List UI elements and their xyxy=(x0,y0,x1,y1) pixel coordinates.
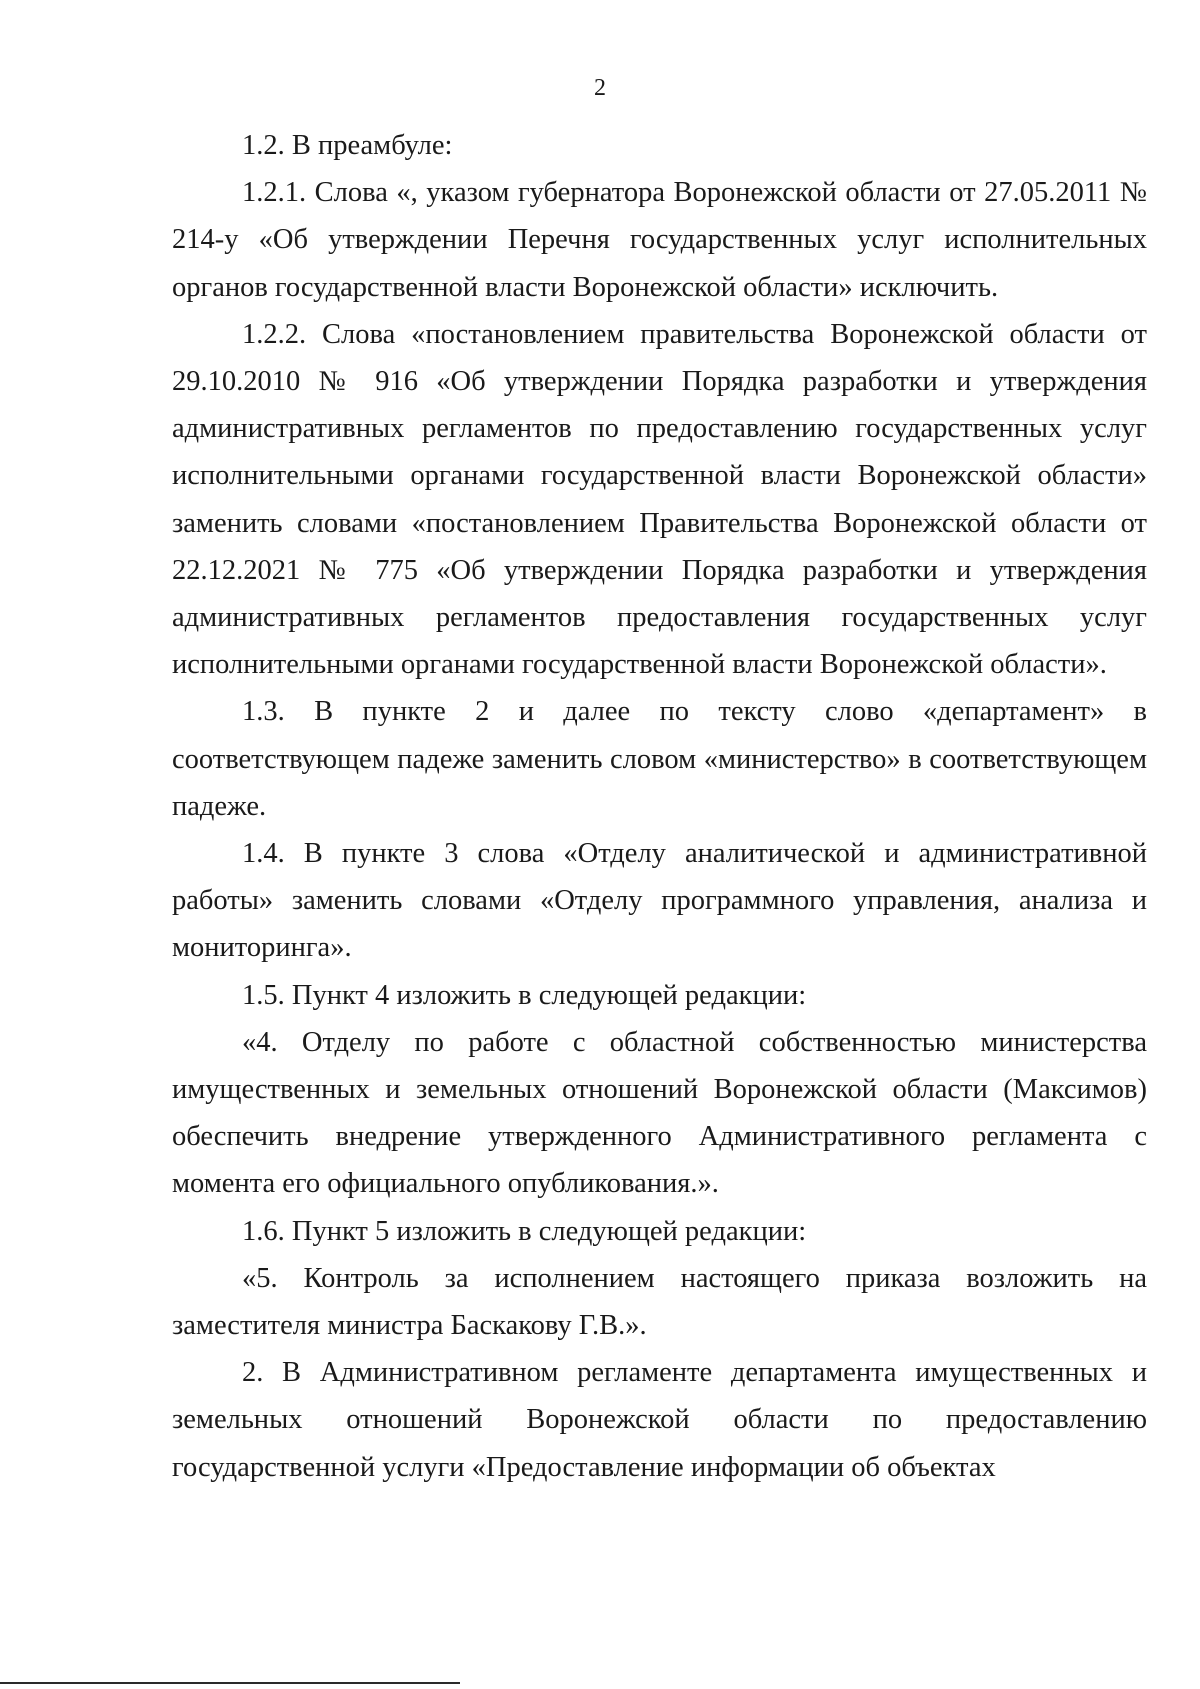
document-body xyxy=(172,122,1147,1491)
scan-edge-line xyxy=(0,1682,460,1684)
paragraph-1-5: 1.5. Пункт 4 изложить в следующей редакции: xyxy=(242,979,807,1011)
paragraph-1-6-text: «5. Контроль за исполнением настоящего приказа возложить на заместителя министра Баскакову Г.В.». xyxy=(172,1262,1147,1342)
paragraph-1-2: 1.2. В преамбуле: xyxy=(242,130,453,161)
paragraph-1-2-2: 1.2.2. Слова «постановлением правительства Воронежской области от 29.10.2010 № 916 «Об утверждении Порядка разработки и утверждения административных регламентов по предоставлению государственных услуг исполнительными органами государственной власти Воронежской области» заменить словами «постановлением Правительства Воронежской области от 22.12.2021 № 775 «Об утверждении Порядка разработки и утверждения административных регламентов предоставления государственных услуг исполнительными органами государственной власти Воронежской области». xyxy=(172,318,1147,681)
paragraph-1-6: 1.6. Пункт 5 изложить в следующей редакции: xyxy=(242,1215,807,1247)
paragraph-1-5-text: «4. Отделу по работе с областной собственностью министерства имущественных и земельных отношений Воронежской области (Максимов) обеспечить внедрение утвержденного Административного регламента с момента его официального опубликования.». xyxy=(172,1026,1147,1200)
page-number: 2 xyxy=(594,75,606,101)
paragraph-1-4: 1.4. В пункте 3 слова «Отделу аналитической и административной работы» заменить словами «Отделу программного управления, анализа и мониторинга». xyxy=(172,838,1147,964)
paragraph-1-2-1: 1.2.1. Слова «, указом губернатора Воронежской области от 27.05.2011 № 214-у «Об утверждении Перечня государственных услуг исполнительных органов государственной власти Воронежской области» исключить. xyxy=(172,177,1147,303)
paragraph-1-3: 1.3. В пункте 2 и далее по тексту слово «департамент» в соответствующем падеже заменить словом «министерство» в соответствующем падеже. xyxy=(172,696,1147,822)
paragraph-2: 2. В Административном регламенте департамента имущественных и земельных отношений Воронежской области по предоставлению государственной услуги «Предоставление информации об объектах xyxy=(172,1357,1147,1483)
